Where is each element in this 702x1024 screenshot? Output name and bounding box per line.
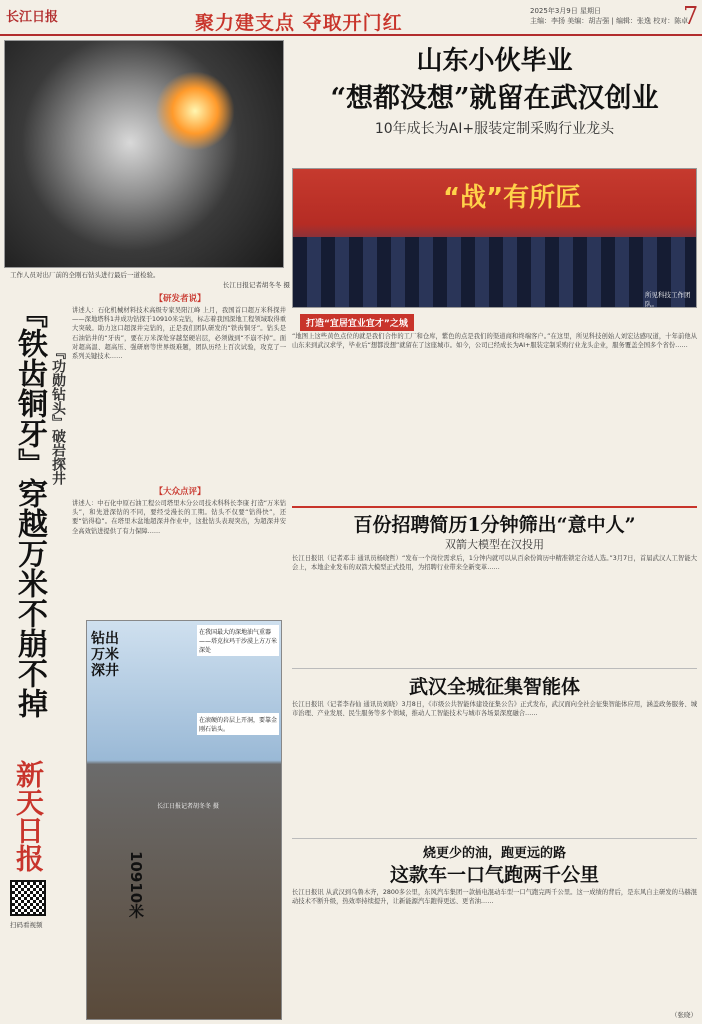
article3-title: 武汉全城征集智能体 (408, 676, 580, 698)
article4-credit: （张晓） (671, 1011, 697, 1019)
article3-body: 长江日报讯（记者李春仙 通讯员刘晓）3月8日，《市级公共智能体建设征集公告》正式发布，武汉面向全社会征集智能体应用，涵盖政务服务、城市治理、产业发展、民生服务等多个领域，推动人工智能技术与城市各场景深度融合…… (292, 701, 697, 718)
section-researcher: 【研发者说】 (154, 294, 206, 304)
masthead: 长江日报 (6, 10, 59, 25)
review-text: 讲述人：中石化中原石油工程公司塔里木分公司技术科科长李康 打造“万米钻头”，和先进深钻的不同，要经受漫长的工期。钻头不仅要“钻得快”，还要“钻得稳”。在塔里木盆地超深井作业中，这批钻头表现突出，为超深井安全高效钻进提供了有力保障…… (72, 500, 286, 535)
team-photo-caption: 所见科技工作团队。 (645, 291, 691, 308)
section-topic: 聚力建支点 夺取开门红 (195, 12, 403, 34)
article2-body: 长江日报讯（记者邓丰 通讯员杨晓哲）“发布一个岗位需求后，1分钟内就可以从百余份简历中精准锁定合适人选。”3月7日，首届武汉人工智能大会上，本地企业发布的双箭大模型正式投用，为招聘行业带来全新变革…… (292, 555, 697, 572)
date: 2025年3月9日 星期日 (530, 7, 601, 15)
article2-title: 百份招聘简历1分钟筛出“意中人” (353, 514, 636, 536)
drill-photo-credit: 长江日报记者胡冬冬 摄 (222, 281, 290, 289)
article4-body: 长江日报讯 从武汉到乌鲁木齐，2800多公里，东风汽车集团一款插电混动车型一口气跑完两千公里。这一成绩的背后，是东风自主研发的马赫混动技术不断升级，热效率持续提升，让新能源汽车跑得更远、更省油…… (292, 889, 697, 906)
photo-slogan: “战”有所匠 (443, 183, 582, 213)
article1-title2: “想都没想”就留在武汉创业 (330, 83, 659, 114)
header-meta (530, 6, 688, 26)
researcher-text: 讲述人：石化机械材料技术高级专家吴阳江峰 上月，我国首口超万米科探井——深地塔科1井成功钻探于10910米完钻，标志着我国深地工程领域取得重大突破。助力这口超深井完钻的，正是我们团队研发的“铁齿铜牙”。钻头是石油钻井的“牙齿”，要在万米深处穿越坚硬岩层，必须做到“不崩不掉”。面对超高温、超高压、强研磨等世界级难题，团队历经上百次试验，攻克了一系列关键技术…… (72, 307, 286, 361)
team-photo (292, 168, 697, 308)
editors: 主编：李扬 美编：胡吉强 | 编辑：张逸 校对：陈卓 (530, 17, 689, 25)
qr-code[interactable] (10, 880, 46, 916)
well-depth: 10910米 (127, 851, 145, 919)
article1-title: 山东小伙毕业 (416, 46, 573, 76)
article4-title2: 这款车一口气跑两千公里 (389, 864, 599, 886)
left-subheadline: 『功勋钻头』破岩探井 (50, 345, 66, 485)
drill-photo-caption: 工作人员对出厂前的全刚石钻头进行最后一道检验。 (10, 271, 160, 279)
infographic-note-1: 在我国最大的深地油气重器——塔克拉玛干沙漠上方万米深处 (197, 625, 279, 656)
article4-title: 烧更少的油，跑更远的路 (422, 846, 566, 861)
spark-glow (155, 71, 235, 151)
section-review: 【大众点评】 (154, 487, 206, 497)
page-number: 7 (683, 2, 699, 30)
divider-1 (292, 506, 697, 508)
infographic-note-2: 在滚硬的岩层上开洞，要靠金刚石钻头。 (197, 713, 279, 735)
article2-subtitle: 双箭大模型在汉投用 (445, 538, 544, 551)
article1-body: “地图上这些黄色点位的就是我们合作的工厂和仓库，紫色的点是我们的渠道商和终端客户。”在这里，所见科技创始人刘宏达感叹道，十年前他从山东来到武汉求学，毕业后“想都没想”就留在了这座城市。如今，公司已经成长为AI+服装定制采购行业龙头企业，服务覆盖全国多个省份…… (292, 333, 697, 350)
divider-2 (292, 668, 697, 669)
section-tag: 打造“宜居宜业宜才”之城 (300, 314, 414, 331)
infographic-label: 钻出万米深井 (91, 631, 119, 679)
divider-3 (292, 838, 697, 839)
page-header (0, 0, 702, 36)
brand-seal: 新天日报 (12, 760, 45, 872)
left-headline: 『铁齿铜牙』穿越万米不崩不掉 (12, 298, 47, 718)
deep-well-infographic (86, 620, 282, 1020)
article1-subtitle: 10年成长为AI+服装定制采购行业龙头 (374, 121, 615, 137)
drill-bit-photo (4, 40, 284, 268)
infographic-note-3: 长江日报记者胡冬冬 摄 (157, 803, 219, 810)
crowd (293, 237, 696, 307)
qr-label: 扫码看视频 (10, 921, 43, 929)
